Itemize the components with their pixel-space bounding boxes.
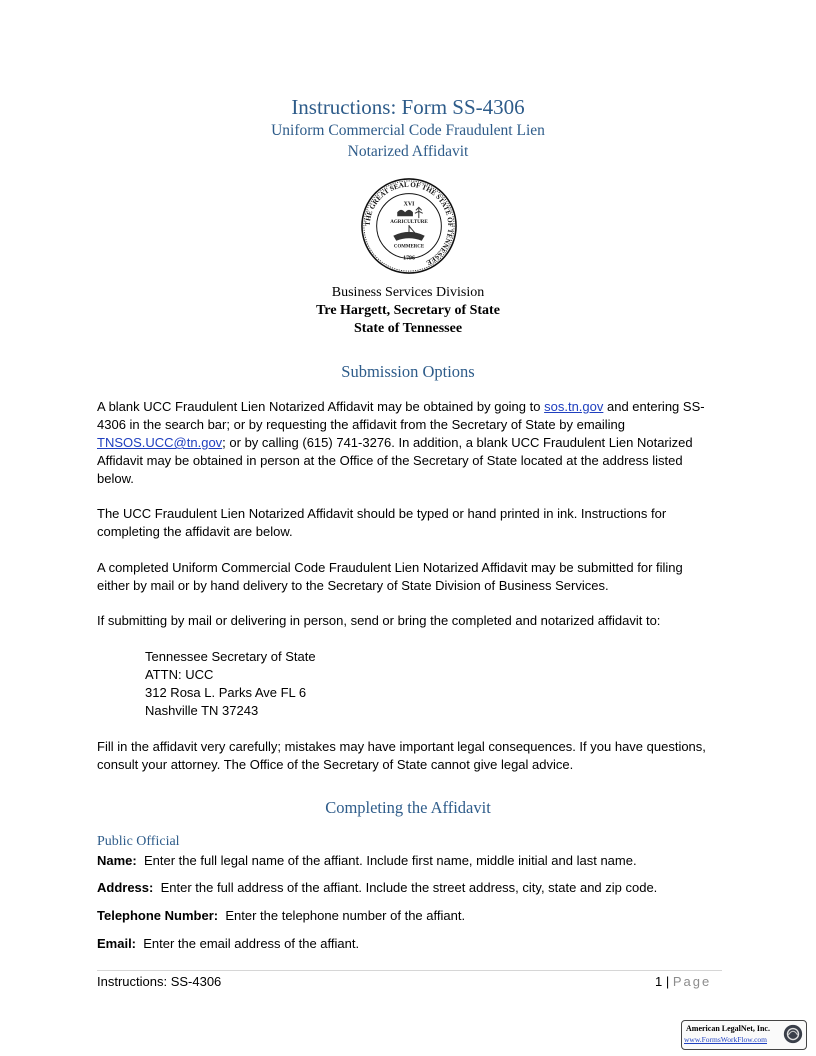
globe-icon (782, 1023, 804, 1045)
page-title: Instructions: Form SS-4306 (291, 95, 525, 119)
seal-ring-text: THE GREAT SEAL OF THE STATE OF TENNESSEE (363, 180, 455, 267)
sos-website-link[interactable]: sos.tn.gov (544, 399, 604, 414)
footer-divider (97, 970, 722, 971)
seal-plow-icon (397, 210, 413, 216)
ucc-email-link[interactable]: TNSOS.UCC@tn.gov (97, 435, 223, 450)
tennessee-state-seal (360, 177, 458, 275)
submission-paragraph-5: Fill in the affidavit very carefully; mistakes may have important legal consequences. If you have questions, consult your attorney. The Office of the Secretary of State cannot give legal advice. (97, 739, 706, 772)
badge-url-link[interactable]: www.FormsWorkFlow.com (684, 1035, 768, 1044)
address-line: ATTN: UCC (145, 667, 214, 682)
address-line: 312 Rosa L. Parks Ave FL 6 (145, 685, 307, 700)
agency-division: Business Services Division (331, 285, 485, 300)
badge-company-name: American LegalNet, Inc. (686, 1024, 770, 1033)
agency-state: State of Tennessee (353, 321, 463, 336)
mailing-address (145, 648, 316, 720)
subheading-public-official: Public Official (97, 834, 180, 849)
page-subtitle-line1: Uniform Commercial Code Fraudulent Lien (271, 122, 545, 139)
submission-paragraph-3: A completed Uniform Commercial Code Fraudulent Lien Notarized Affidavit may be submitted for filing either by mail or by hand delivery to the Secretary of State Division of Business Services. (97, 560, 683, 593)
address-line: Nashville TN 37243 (145, 703, 259, 718)
seal-commerce-text: COMMERCE (393, 244, 425, 250)
section-heading-completing: Completing the Affidavit (325, 798, 491, 817)
submission-paragraph-1: A blank UCC Fraudulent Lien Notarized Affidavit may be obtained by going to sos.tn.gov and entering SS-4306 in the search bar; or by requesting the affidavit from the Secretary of State by emailing TNSOS.UCC@tn.gov; or by calling (615) 741-3276. In addition, a blank UCC Fraudulent Lien Notarized Affidavit may be obtained in person at the Office of the Secretary of State located at the address listed below. (97, 399, 705, 486)
seal-roman-numeral: XVI (403, 201, 415, 208)
agency-secretary: Tre Hargett, Secretary of State (316, 303, 500, 318)
seal-wheat-icon (415, 207, 423, 218)
submission-paragraph-2: The UCC Fraudulent Lien Notarized Affidavit should be typed or hand printed in ink. Instructions for completing the affidavit are below. (97, 506, 667, 539)
field-instruction-telephone: Telephone Number: Enter the telephone number of the affiant. (97, 908, 466, 923)
legalnet-badge[interactable] (681, 1020, 807, 1050)
submission-paragraph-4: If submitting by mail or delivering in person, send or bring the completed and notarized affidavit to: (97, 613, 661, 628)
seal-year-text: 1796 (403, 255, 415, 262)
seal-agriculture-text: AGRICULTURE (390, 219, 428, 226)
address-line: Tennessee Secretary of State (145, 649, 316, 664)
section-heading-submission: Submission Options (341, 362, 475, 381)
field-instruction-name: Name: Enter the full legal name of the affiant. Include first name, middle initial and last name. (97, 853, 637, 868)
field-instruction-address: Address: Enter the full address of the affiant. Include the street address, city, state and zip code. (97, 880, 658, 895)
field-instruction-email: Email: Enter the email address of the affiant. (97, 936, 360, 951)
footer-page-number: 1 | Page (655, 974, 712, 989)
page-subtitle-line2: Notarized Affidavit (347, 143, 469, 160)
footer-form-label: Instructions: SS-4306 (97, 974, 222, 989)
